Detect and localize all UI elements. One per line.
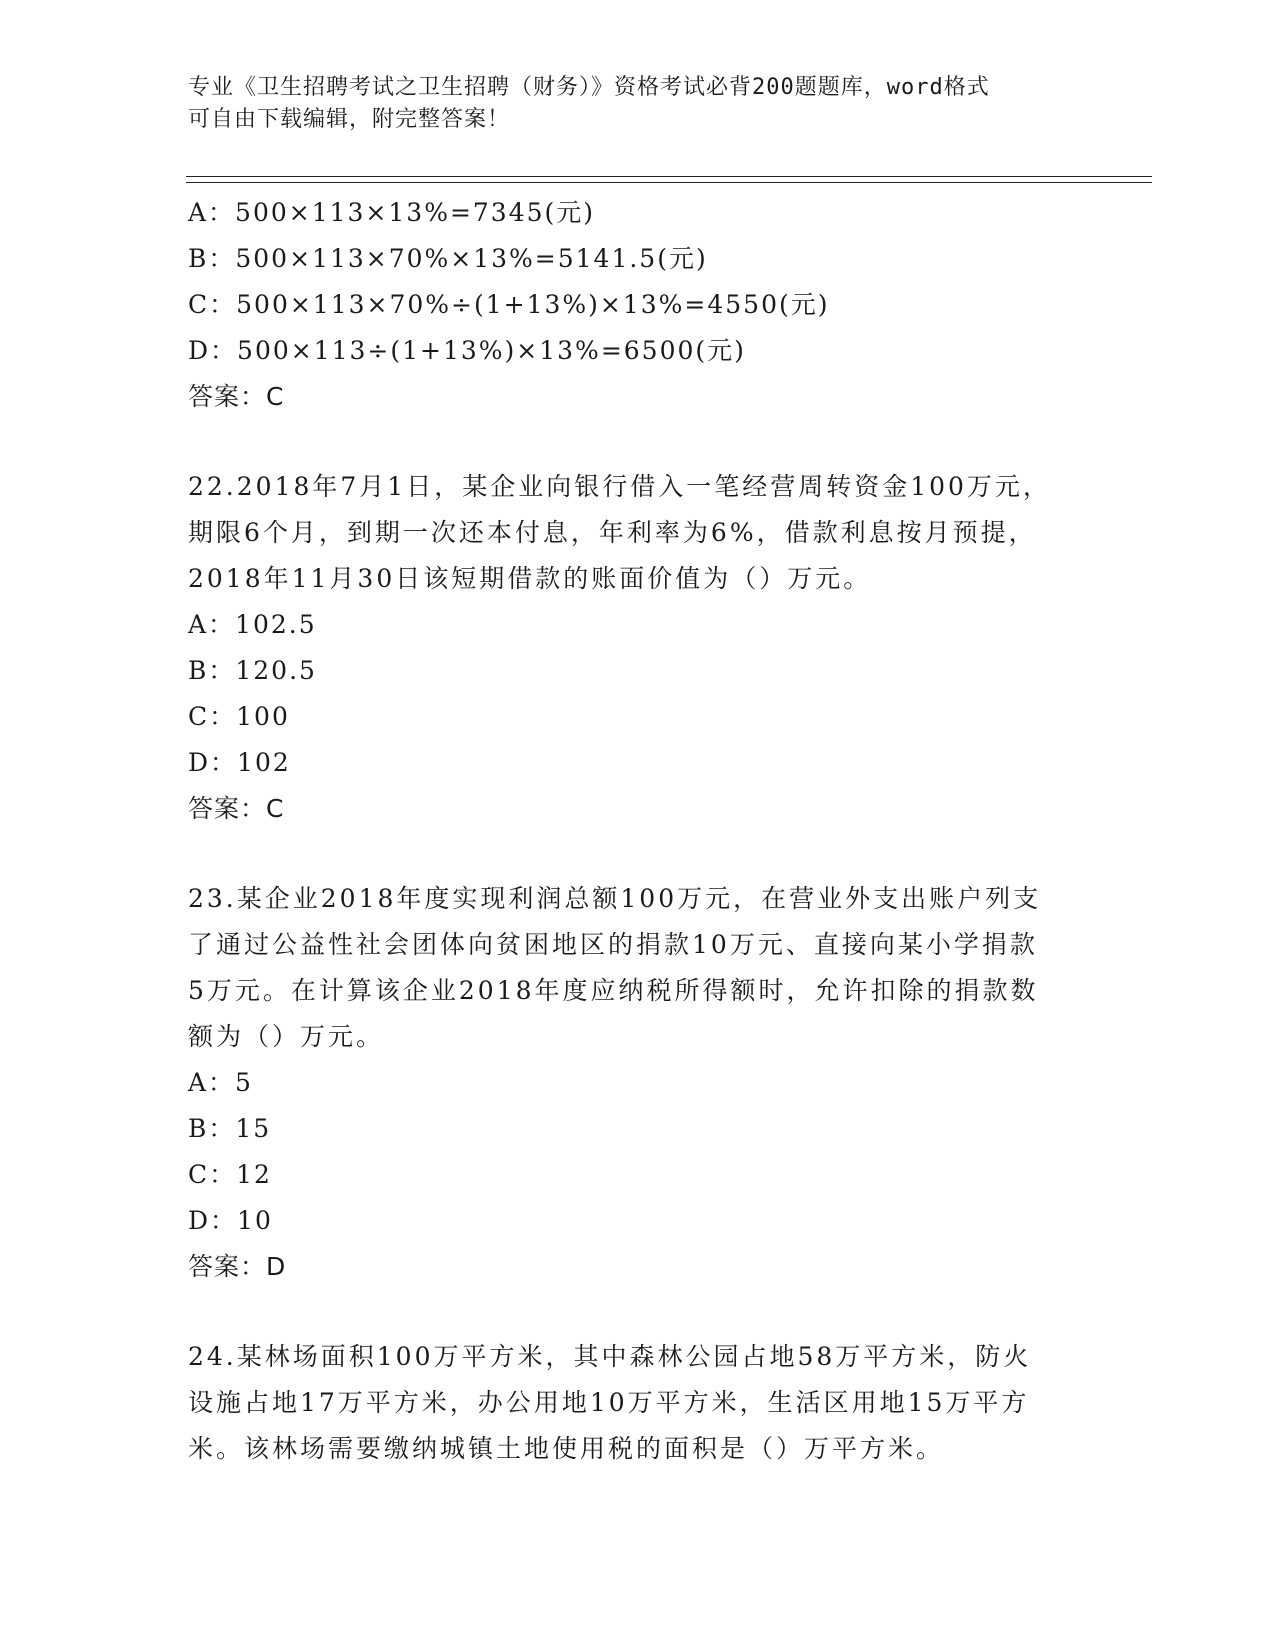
option-d: D：102 [188, 748, 291, 777]
option-c: C：12 [188, 1160, 272, 1189]
question-stem-line: 22.2018年7月1日，某企业向银行借入一笔经营周转资金100万元， [188, 472, 1051, 501]
header-title-line-1: 专业《卫生招聘考试之卫生招聘（财务）》资格考试必背200题题库，word格式 [188, 75, 990, 100]
option-b: B：500×113×70%×13%=5141.5(元) [188, 244, 708, 273]
question-stem-line: 额为（）万元。 [188, 1022, 385, 1051]
question-list [188, 190, 1088, 1472]
question-stem-line: 23.某企业2018年度实现利润总额100万元，在营业外支出账户列支 [188, 884, 1042, 913]
header-title-line-2: 可自由下载编辑，附完整答案！ [188, 107, 511, 132]
spacer [188, 420, 1088, 464]
header-divider [186, 176, 1152, 183]
question-stem-line: 5万元。在计算该企业2018年度应纳税所得额时，允许扣除的捐款数 [188, 976, 1039, 1005]
option-c: C：100 [188, 702, 290, 731]
option-a: A：102.5 [188, 610, 317, 639]
question-23-stem [188, 876, 1088, 1060]
question-23-answer: 答案：D [188, 1252, 287, 1281]
question-22-answer: 答案：C [188, 794, 285, 823]
question-stem-line: 设施占地17万平方米，办公用地10万平方米，生活区用地15万平方 [188, 1388, 1030, 1417]
option-a: A：5 [188, 1068, 253, 1097]
spacer [188, 1290, 1088, 1334]
question-22-options [188, 602, 1088, 786]
spacer [188, 832, 1088, 876]
option-b: B：15 [188, 1114, 272, 1143]
question-stem-line: 期限6个月，到期一次还本付息，年利率为6%，借款利息按月预提， [188, 518, 1037, 547]
question-stem-line: 米。该林场需要缴纳城镇土地使用税的面积是（）万平方米。 [188, 1434, 945, 1463]
question-stem-line: 了通过公益性社会团体向贫困地区的捐款10万元、直接向某小学捐款 [188, 930, 1038, 959]
question-21-answer: 答案：C [188, 382, 285, 411]
question-stem-line: 2018年11月30日该短期借款的账面价值为（）万元。 [188, 564, 872, 593]
option-d: D：500×113÷(1+13%)×13%=6500(元) [188, 336, 746, 365]
question-24-stem [188, 1334, 1088, 1472]
page-header [188, 72, 1088, 136]
option-c: C：500×113×70%÷(1+13%)×13%=4550(元) [188, 290, 830, 319]
option-b: B：120.5 [188, 656, 317, 685]
question-23-options [188, 1060, 1088, 1244]
question-21-options [188, 190, 1088, 374]
question-22-stem [188, 464, 1088, 602]
option-a: A：500×113×13%=7345(元) [188, 198, 596, 227]
question-stem-line: 24.某林场面积100万平方米，其中森林公园占地58万平方米，防火 [188, 1342, 1032, 1371]
option-d: D：10 [188, 1206, 273, 1235]
